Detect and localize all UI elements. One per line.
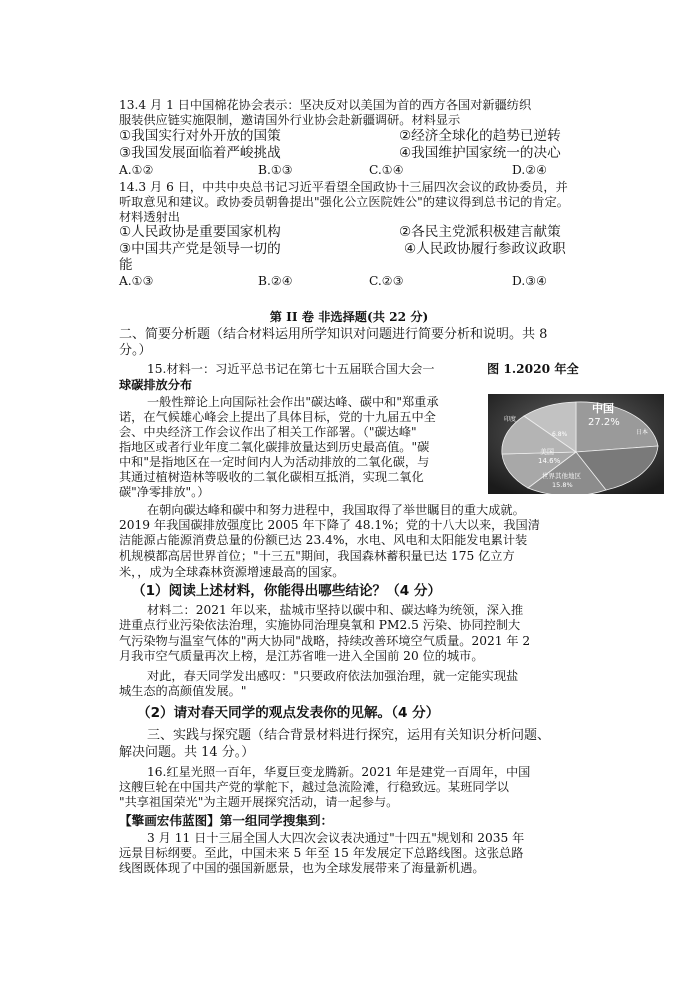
q15-m2-line2: 进重点行业污染依法治理，实施协同治理臭氧和 PM2.5 污染、协同控制大 (119, 618, 521, 632)
q14-stem-line3: 材料透射出 (119, 210, 180, 224)
q13-option-3: ③我国发展面临着严峻挑战 (119, 145, 281, 161)
label-eu-pct: 6.8% (552, 431, 568, 438)
label-japan: 日本 (636, 429, 649, 436)
label-us-pct: 14.6% (538, 457, 561, 465)
q15-m2-line4: 月我市空气质量再次上榜，是江苏省唯一进入全国前 20 位的城市。 (119, 649, 484, 663)
label-india: 印度 (504, 416, 517, 423)
q14-option-4: ④人民政协履行参政议政职 (404, 241, 566, 257)
q16-p2-line1: 3 月 11 日十三届全国人大四次会议表决通过"十四五"规划和 2035 年 (147, 831, 525, 845)
figure-caption-part1: 图 1.2020 年全 (487, 362, 579, 376)
section2-heading-line2: 分。） (119, 343, 152, 358)
q15-question-1: （1）阅读上述材料，你能得出哪些结论？（4 分） (132, 583, 442, 599)
q15-m2-line1: 材料二：2021 年以来，盐城市坚持以碳中和、碳达峰为统领，深入推 (147, 603, 524, 617)
q14-stem-line2: 听取意见和建议。政协委员朝鲁提出"强化公立医院姓公"的建议得到总书记的肯定。 (119, 195, 569, 209)
section2-heading-line1: 二、简要分析题（结合材料运用所学知识对问题进行简要分析和说明。共 8 (119, 327, 548, 342)
section3-heading-line1: 三、实践与探究题（结合背景材料进行探究，运用有关知识分析问题、 (147, 728, 551, 743)
q14-option-3: ③中国共产党是领导一切的 (119, 241, 281, 257)
q14-option-4-cont: 能 (119, 257, 133, 273)
q15-p1-line2: 诺，在气候雄心峰会上提出了具体目标，党的十九届五中全 (119, 410, 436, 424)
q13-stem-line2: 服装供应链实施限制，邀请国外行业协会赴新疆调研。材料显示 (119, 113, 461, 127)
q15-p2-line3: 洁能源占能源消费总量的份额已达 23.4%，水电、风电和太阳能发电累计装 (119, 533, 528, 547)
q13-choice-d: D.②④ (512, 163, 548, 177)
q15-p1-line4: 指地区或者行业年度二氧化碳排放量达到历史最高值。"碳 (119, 440, 430, 454)
figure-caption-part2: 球碳排放分布 (119, 378, 193, 392)
q16-group1-heading: 【擎画宏伟蓝图】第一组同学搜集到： (119, 813, 334, 828)
q13-option-4: ④我国维护国家统一的决心 (399, 145, 561, 161)
label-rest-of-world-pct: 15.8% (552, 481, 573, 489)
label-rest-of-world: 世界其他地区 (542, 472, 581, 480)
q13-choice-b: B.①③ (258, 163, 293, 177)
q14-option-1: ①人民政协是重要国家机构 (119, 224, 281, 240)
q14-choice-d: D.③④ (512, 274, 548, 288)
q16-p-line3: "共享祖国荣光"为主题开展探究活动，请一起参与。 (119, 795, 399, 809)
q14-option-2: ②各民主党派积极建言献策 (399, 224, 561, 240)
label-us: 美国 (540, 448, 554, 456)
q16-p2-line2: 远景目标纲要。至此，中国未来 5 年至 15 年发展定下总路线图。这张总路 (119, 846, 524, 860)
q15-p2-line1: 在朝向碳达峰和碳中和努力进程中，我国取得了举世瞩目的重大成就。 (147, 503, 525, 517)
q16-p-line1: 16.红星光照一百年，华夏巨变龙腾新。2021 年是建党一百周年，中国 (147, 765, 531, 779)
q16-p2-line3: 线图既体现了中国的强国新愿景，也为全球发展带来了海量新机遇。 (119, 861, 485, 875)
q14-stem-line1: 14.3 月 6 日，中共中央总书记习近平看望全国政协十三届四次会议的政协委员，并 (119, 180, 568, 194)
q15-m2b-line1: 对此，春天同学发出感叹："只要政府依法加强治理，就一定能实现盐 (147, 669, 519, 683)
q14-choice-c: C.②③ (369, 274, 404, 288)
q15-p1-line3: 会、中央经济工作会议作出了相关工作部署。（"碳达峰" (119, 425, 417, 439)
q13-choice-c: C.①④ (369, 163, 404, 177)
q15-m2-line3: 气污染物与温室气体的"两大协同"战略，持续改善环境空气质量。2021 年 2 (119, 634, 531, 648)
section3-heading-line2: 解决问题。共 14 分。） (119, 745, 255, 760)
q15-p1-line7: 碳"净零排放"。） (119, 485, 210, 499)
q15-m2b-line2: 城生态的高颜值发展。" (119, 684, 247, 698)
part2-title: 第 II 卷 非选择题(共 22 分) (269, 310, 429, 324)
q15-p2-line4: 机规模都高居世界首位；"十三五"期间，我国森林蓄积量已达 175 亿立方 (119, 549, 515, 563)
q15-p2-line2: 2019 年我国碳排放强度比 2005 年下降了 48.1%；党的十八大以来，我国清 (119, 518, 540, 532)
q13-option-2: ②经济全球化的趋势已逆转 (399, 128, 561, 144)
q13-stem-line1: 13.4 月 1 日中国棉花协会表示：坚决反对以美国为首的西方各国对新疆纺织 (119, 98, 532, 112)
carbon-emission-pie-figure (488, 394, 664, 494)
q16-p-line2: 这艘巨轮在中国共产党的掌舵下，越过急流险滩，行稳致远。某班同学以 (119, 780, 509, 794)
q15-p1-line1: 一般性辩论上向国际社会作出"碳达峰、碳中和"郑重承 (147, 395, 439, 409)
q14-choice-b: B.②④ (258, 274, 293, 288)
label-china-pct: 27.2% (588, 417, 620, 428)
label-china: 中国 (592, 402, 614, 415)
q14-choice-a: A.①③ (119, 274, 154, 288)
q13-option-1: ①我国实行对外开放的国策 (119, 128, 281, 144)
q15-question-2: （2）请对春天同学的观点发表你的见解。（4 分） (137, 705, 440, 721)
q15-p1-line6: 其通过植树造林等吸收的二氧化碳相互抵消，实现二氧化 (119, 470, 424, 484)
q13-choice-a: A.①② (119, 163, 154, 177)
carbon-emission-pie (488, 394, 664, 494)
q15-p2-line5: 米，，成为全球森林资源增速最高的国家。 (119, 565, 345, 579)
q15-p1-line5: 中和"是指地区在一定时间内人为活动排放的二氧化碳，与 (119, 455, 430, 469)
q15-material1-head: 15.材料一：习近平总书记在第七十五届联合国大会一 (147, 362, 435, 376)
